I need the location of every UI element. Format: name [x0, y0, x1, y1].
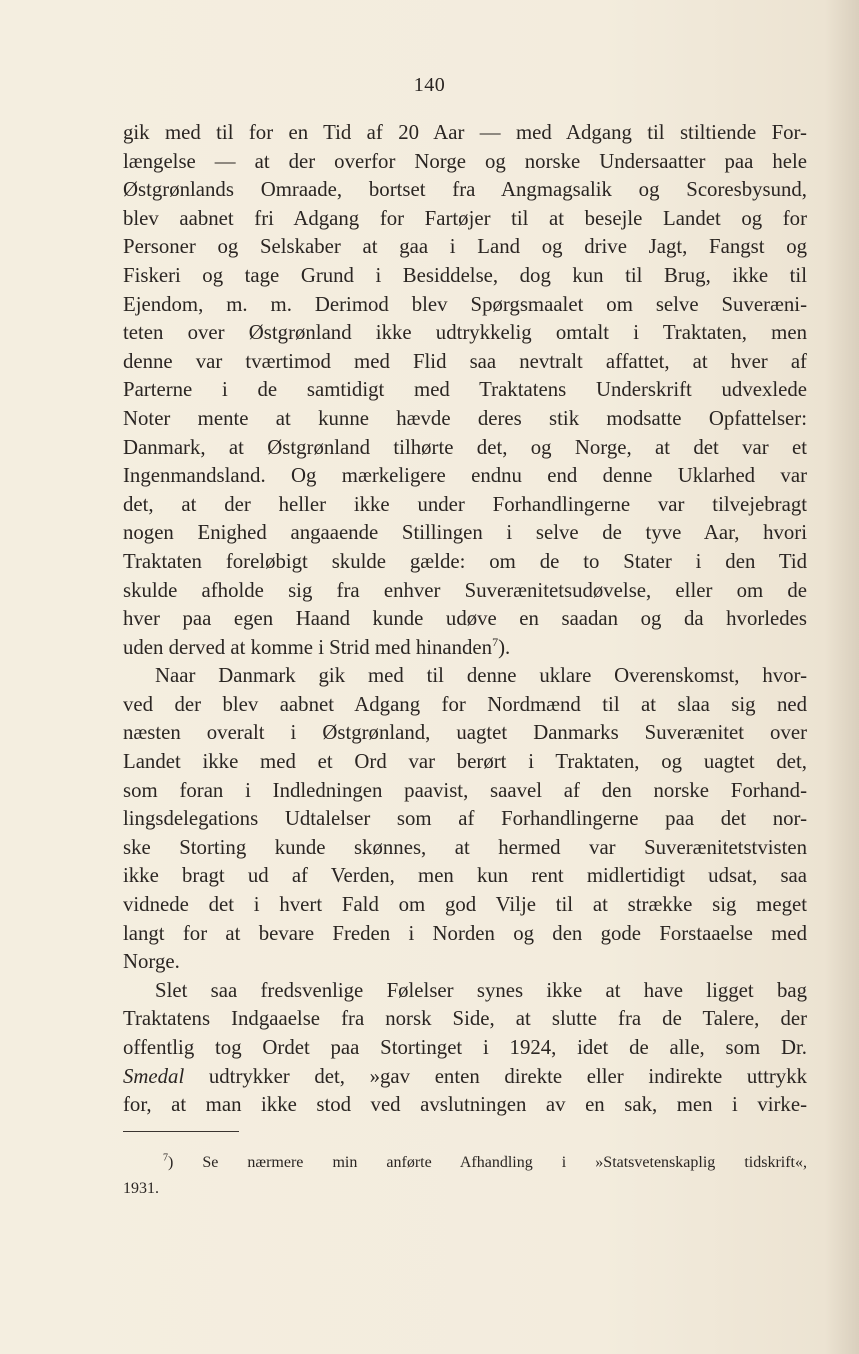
- line-text: for, at man ikke stod ved avslutningen av en sak, men i virke-: [123, 1093, 807, 1117]
- text-line: [123, 491, 807, 520]
- footnote-reference: 7: [492, 634, 499, 649]
- line-text: teten over Østgrønland ikke udtrykkelig omtalt i Traktaten, men: [123, 321, 807, 345]
- text-line: [123, 148, 807, 177]
- text-line: [123, 376, 807, 405]
- line-text: som foran i Indledningen paavist, saavel af den norske Forhand-: [123, 778, 807, 802]
- text-line: [123, 205, 807, 234]
- line-text: nogen Enighed angaaende Stillingen i selve de tyve Aar, hvori: [123, 521, 807, 545]
- line-text: ske Storting kunde skønnes, at hermed var Suverænitetstvisten: [123, 835, 807, 859]
- line-text-tail: ).: [498, 635, 511, 659]
- line-text: Østgrønlands Omraade, bortset fra Angmagsalik og Scoresbysund,: [123, 178, 807, 202]
- line-text: denne var tværtimod med Flid saa nevtralt affattet, at hver af: [123, 349, 807, 373]
- body-text: [123, 119, 807, 1120]
- text-line: [123, 691, 807, 720]
- text-line: [123, 748, 807, 777]
- line-text: Personer og Selskaber at gaa i Land og drive Jagt, Fangst og: [123, 235, 807, 259]
- line-text: vidnede det i hvert Fald om god Vilje til at strække sig meget: [123, 893, 807, 917]
- line-text: Noter mente at kunne hævde deres stik modsatte Opfattelser:: [123, 406, 807, 430]
- line-text: skulde afholde sig fra enhver Suverænitetsudøvelse, eller om de: [123, 578, 807, 602]
- text-line: [123, 291, 807, 320]
- line-text: gik med til for en Tid af 20 Aar — med Adgang til stiltiende For-: [123, 121, 807, 144]
- line-text: Fiskeri og tage Grund i Besiddelse, dog kun til Brug, ikke til: [123, 263, 807, 287]
- line-text: lingsdelegations Udtalelser som af Forhandlingerne paa det nor-: [123, 807, 807, 831]
- text-line: [123, 262, 807, 291]
- text-line: [123, 434, 807, 463]
- line-text: næsten overalt i Østgrønland, uagtet Danmarks Suverænitet over: [123, 721, 807, 745]
- line-text: Traktaten foreløbigt skulde gælde: om de to Stater i den Tid: [123, 549, 807, 573]
- text-line: [123, 1091, 807, 1120]
- line-text: langt for at bevare Freden i Norden og den gode Forstaaelse med: [123, 921, 807, 945]
- line-text: blev aabnet fri Adgang for Fartøjer til at besejle Landet og for: [123, 206, 807, 230]
- text-line: [123, 319, 807, 348]
- italic-name: Smedal: [123, 1064, 185, 1088]
- line-text: Landet ikke med et Ord var berørt i Traktaten, og uagtet det,: [123, 750, 807, 774]
- line-text: offentlig tog Ordet paa Stortinget i 1924, idet de alle, som Dr.: [123, 1036, 807, 1059]
- line-text: Ingenmandsland. Og mærkeligere endnu end denne Uklarhed var: [123, 464, 807, 488]
- footnote-line: 1931.: [123, 1180, 159, 1197]
- line-text: ikke bragt ud af Verden, men kun rent midlertidigt udsat, saa: [123, 864, 807, 888]
- text-line: [123, 977, 807, 1006]
- footnote-marker: 7: [163, 1152, 168, 1164]
- line-text: Slet saa fredsvenlige Følelser synes ikke at have ligget bag: [155, 978, 807, 1002]
- text-line: [123, 119, 807, 148]
- text-line: [123, 777, 807, 806]
- text-line: [123, 1063, 807, 1092]
- line-text: Ejendom, m. m. Derimod blev Spørgsmaalet om selve Suveræni-: [123, 292, 807, 316]
- text-line: [123, 805, 807, 834]
- text-line: [123, 891, 807, 920]
- text-line: [123, 834, 807, 863]
- text-line: [123, 548, 807, 577]
- line-text: det, at der heller ikke under Forhandlingerne var tilvejebragt: [123, 492, 807, 516]
- page-number: 140: [413, 74, 446, 96]
- line-text: uden derved at komme i Strid med hinanden: [123, 635, 493, 659]
- line-text: Norge.: [123, 950, 180, 974]
- line-text: ved der blev aabnet Adgang for Nordmænd til at slaa sig ned: [123, 692, 807, 716]
- text-line: [123, 920, 807, 949]
- text-line: [123, 233, 807, 262]
- text-line: [123, 948, 807, 977]
- line-text: Parterne i de samtidigt med Traktatens Underskrift udvexlede: [123, 378, 807, 402]
- text-line: [123, 662, 807, 691]
- text-line: [123, 348, 807, 377]
- text-line: [123, 634, 807, 663]
- text-line: [123, 719, 807, 748]
- line-text: Naar Danmark gik med til denne uklare Overenskomst, hvor-: [155, 664, 807, 688]
- line-text: længelse — at der overfor Norge og norske Undersaatter paa hele: [123, 149, 807, 173]
- text-line: [123, 605, 807, 634]
- text-line: [123, 176, 807, 205]
- text-line: [123, 577, 807, 606]
- text-line: [123, 1034, 807, 1063]
- line-text: Traktatens Indgaaelse fra norsk Side, at slutte fra de Talere, der: [123, 1007, 807, 1031]
- text-line: [123, 862, 807, 891]
- text-line: [123, 462, 807, 491]
- footnote-separator: [123, 1131, 239, 1132]
- footnote-text: ) Se nærmere min anførte Afhandling i »Statsvetenskaplig tidskrift«,: [168, 1154, 807, 1171]
- footnote-line: [123, 1150, 807, 1176]
- text-line: [123, 519, 807, 548]
- footnote: [123, 1150, 807, 1202]
- text-line: [123, 1005, 807, 1034]
- line-text: udtrykker det, »gav enten direkte eller indirekte uttrykk: [184, 1064, 807, 1088]
- line-text: hver paa egen Haand kunde udøve en saadan og da hvorledes: [123, 607, 807, 631]
- line-text: Danmark, at Østgrønland tilhørte det, og Norge, at det var et: [123, 435, 807, 459]
- text-line: [123, 405, 807, 434]
